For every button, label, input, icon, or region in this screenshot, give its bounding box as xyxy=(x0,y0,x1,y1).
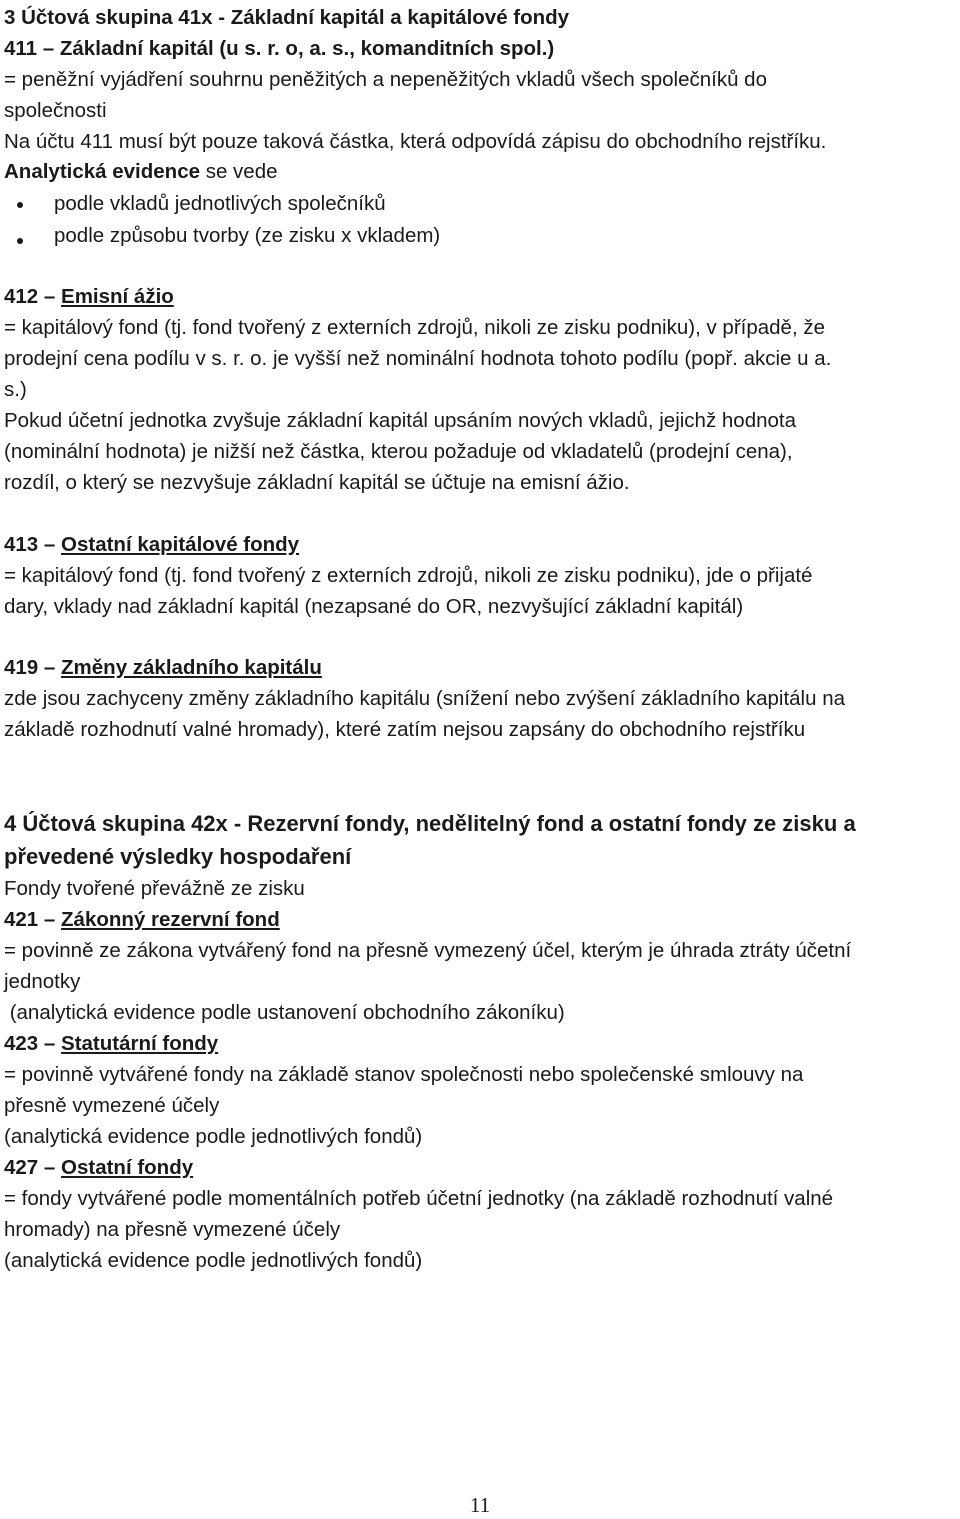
account-419-title xyxy=(4,653,322,683)
account-name: Emisní ážio xyxy=(61,285,174,308)
account-421-text-1: = povinně ze zákona vytvářený fond na přesně vymezený účel, kterým je úhrada ztráty účetní xyxy=(4,939,852,962)
bullet-dot-icon xyxy=(17,238,23,244)
account-421-text-3: (analytická evidence podle ustanovení obchodního zákoníku) xyxy=(4,1001,565,1024)
account-412-text-1: = kapitálový fond (tj. fond tvořený z externích zdrojů, nikoli ze zisku podniku), v případě, že xyxy=(4,316,825,339)
account-number: 423 xyxy=(4,1032,39,1055)
account-427-text-2: hromady) na přesně vymezené účely xyxy=(4,1218,341,1241)
account-name: Ostatní kapitálové fondy xyxy=(61,533,300,556)
bullet-item-2: podle způsobu tvorby (ze zisku x vkladem) xyxy=(54,224,441,247)
bullet-dot-icon xyxy=(17,202,23,208)
account-name: Změny základního kapitálu xyxy=(61,656,322,679)
account-412-text-5: (nominální hodnota) je nižší než částka, kterou požaduje od vkladatelů (prodejní cena), xyxy=(4,440,793,463)
account-411-text-1: = peněžní vyjádření souhrnu peněžitých a nepeněžitých vkladů všech společníků do xyxy=(4,68,767,91)
account-423-text-1: = povinně vytvářené fondy na základě stanov společnosti nebo společenské smlouvy na xyxy=(4,1063,804,1086)
page-number: 11 xyxy=(469,1493,491,1517)
title-dash: – xyxy=(38,1156,62,1179)
account-412-text-6: rozdíl, o který se nezvyšuje základní kapitál se účtuje na emisní ážio. xyxy=(4,471,630,494)
title-dash: – xyxy=(38,1032,62,1055)
section-4-intro: Fondy tvořené převážně ze zisku xyxy=(4,877,305,900)
account-number: 413 xyxy=(4,533,39,556)
title-dash: – xyxy=(38,908,62,931)
account-number: 427 xyxy=(4,1156,39,1179)
account-411-text-2: společnosti xyxy=(4,99,107,122)
account-413-title xyxy=(4,530,299,560)
account-name: Ostatní fondy xyxy=(61,1156,194,1179)
account-name: Zákonný rezervní fond xyxy=(61,908,280,931)
account-421-title xyxy=(4,905,280,935)
account-427-title xyxy=(4,1153,193,1183)
account-423-text-2: přesně vymezené účely xyxy=(4,1094,220,1117)
bullet-item-1: podle vkladů jednotlivých společníků xyxy=(54,192,386,215)
account-419-text-1: zde jsou zachyceny změny základního kapitálu (snížení nebo zvýšení základního kapitálu na xyxy=(4,687,846,710)
account-number: 412 xyxy=(4,285,39,308)
account-419-text-2: základě rozhodnutí valné hromady), které zatím nejsou zapsány do obchodního rejstříku xyxy=(4,718,806,741)
section-4-heading-line-2: převedené výsledky hospodaření xyxy=(4,844,352,869)
analytic-evidence-label: Analytická evidence xyxy=(4,160,200,183)
section-4-heading-line-1: 4 Účtová skupina 42x - Rezervní fondy, nedělitelný fond a ostatní fondy ze zisku a xyxy=(4,811,856,836)
account-number: 421 xyxy=(4,908,39,931)
account-413-text-1: = kapitálový fond (tj. fond tvořený z externích zdrojů, nikoli ze zisku podniku), jde o přijaté xyxy=(4,564,813,587)
account-427-text-1: = fondy vytvářené podle momentálních potřeb účetní jednotky (na základě rozhodnutí valné xyxy=(4,1187,834,1210)
account-411-text-3: Na účtu 411 musí být pouze taková částka, která odpovídá zápisu do obchodního rejstříku. xyxy=(4,130,827,153)
account-423-title xyxy=(4,1029,218,1059)
title-dash: – xyxy=(38,656,62,679)
account-name: Statutární fondy xyxy=(61,1032,219,1055)
account-423-text-3: (analytická evidence podle jednotlivých fondů) xyxy=(4,1125,423,1148)
title-dash: – xyxy=(38,533,62,556)
title-dash: – xyxy=(38,285,62,308)
account-411-title: 411 – Základní kapitál (u s. r. o, a. s., komanditních spol.) xyxy=(4,37,555,60)
analytic-evidence-line xyxy=(4,157,278,187)
account-number: 419 xyxy=(4,656,39,679)
section-3-heading: 3 Účtová skupina 41x - Základní kapitál a kapitálové fondy xyxy=(4,6,570,29)
account-412-text-2: prodejní cena podílu v s. r. o. je vyšší než nominální hodnota tohoto podílu (popř. akcie u a. xyxy=(4,347,832,370)
analytic-evidence-rest: se vede xyxy=(200,160,278,183)
account-412-text-3: s.) xyxy=(4,378,27,401)
account-412-text-4: Pokud účetní jednotka zvyšuje základní kapitál upsáním nových vkladů, jejichž hodnota xyxy=(4,409,797,432)
account-412-title xyxy=(4,282,174,312)
account-413-text-2: dary, vklady nad základní kapitál (nezapsané do OR, nezvyšující základní kapitál) xyxy=(4,595,744,618)
account-421-text-2: jednotky xyxy=(4,970,81,993)
account-427-text-3: (analytická evidence podle jednotlivých fondů) xyxy=(4,1249,423,1272)
